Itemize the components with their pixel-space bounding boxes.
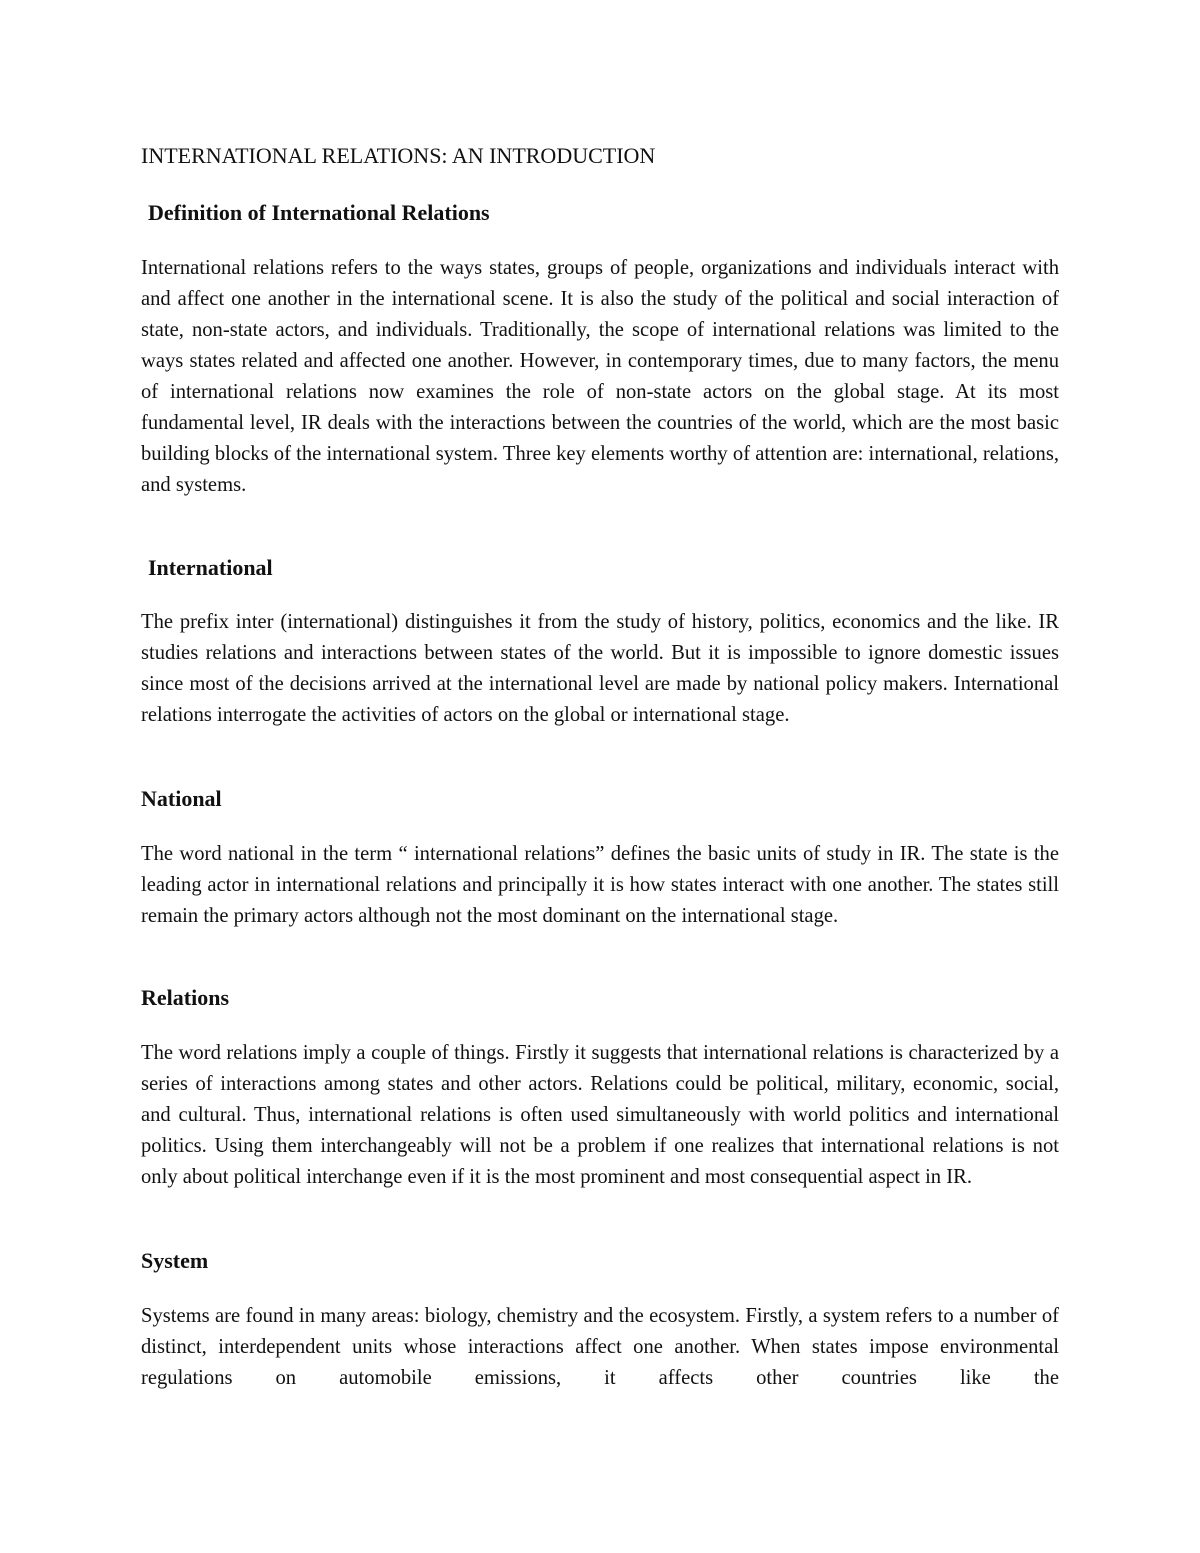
heading-system: System <box>141 1248 209 1273</box>
paragraph-relations: The word relations imply a couple of things. Firstly it suggests that international relations is characterized by a series of interactions among states and other actors. Relations could be political, military, economic, social, and cultural. Thus, international relations is often used simultaneously with world politics and international politics. Using them interchangeably will not be a problem if one realizes that international relations is not only about political interchange even if it is the most prominent and most consequential aspect in IR. <box>141 1042 1059 1188</box>
heading-definition: Definition of International Relations <box>148 200 490 225</box>
paragraph-international: The prefix inter (international) distinguishes it from the study of history, politics, economics and the like. IR studies relations and interactions between states of the world. But it is impossible to ignore domestic issues since most of the decisions arrived at the international level are made by national policy makers. International relations interrogate the activities of actors on the global or international stage. <box>141 611 1059 726</box>
paragraph-system: Systems are found in many areas: biology, chemistry and the ecosystem. Firstly, a system refers to a number of distinct, interdependent units whose interactions affect one another. When states impose environmental regulations on automobile emissions, it affects other countries like the <box>141 1305 1059 1389</box>
heading-national: National <box>141 786 222 811</box>
paragraph-definition: International relations refers to the ways states, groups of people, organizations and individuals interact with and affect one another in the international scene. It is also the study of the political and social interaction of state, non-state actors, and individuals. Traditionally, the scope of international relations was limited to the ways states related and affected one another. However, in contemporary times, due to many factors, the menu of international relations now examines the role of non-state actors on the global stage. At its most fundamental level, IR deals with the interactions between the countries of the world, which are the most basic building blocks of the international system. Three key elements worthy of attention are: international, relations, and systems. <box>141 257 1059 496</box>
document-title: INTERNATIONAL RELATIONS: AN INTRODUCTION <box>141 143 656 168</box>
paragraph-national: The word national in the term “ international relations” defines the basic units of study in IR. The state is the leading actor in international relations and principally it is how states interact with one another. The states still remain the primary actors although not the most dominant on the international stage. <box>141 843 1059 927</box>
heading-relations: Relations <box>141 985 229 1010</box>
heading-international: International <box>148 555 273 580</box>
